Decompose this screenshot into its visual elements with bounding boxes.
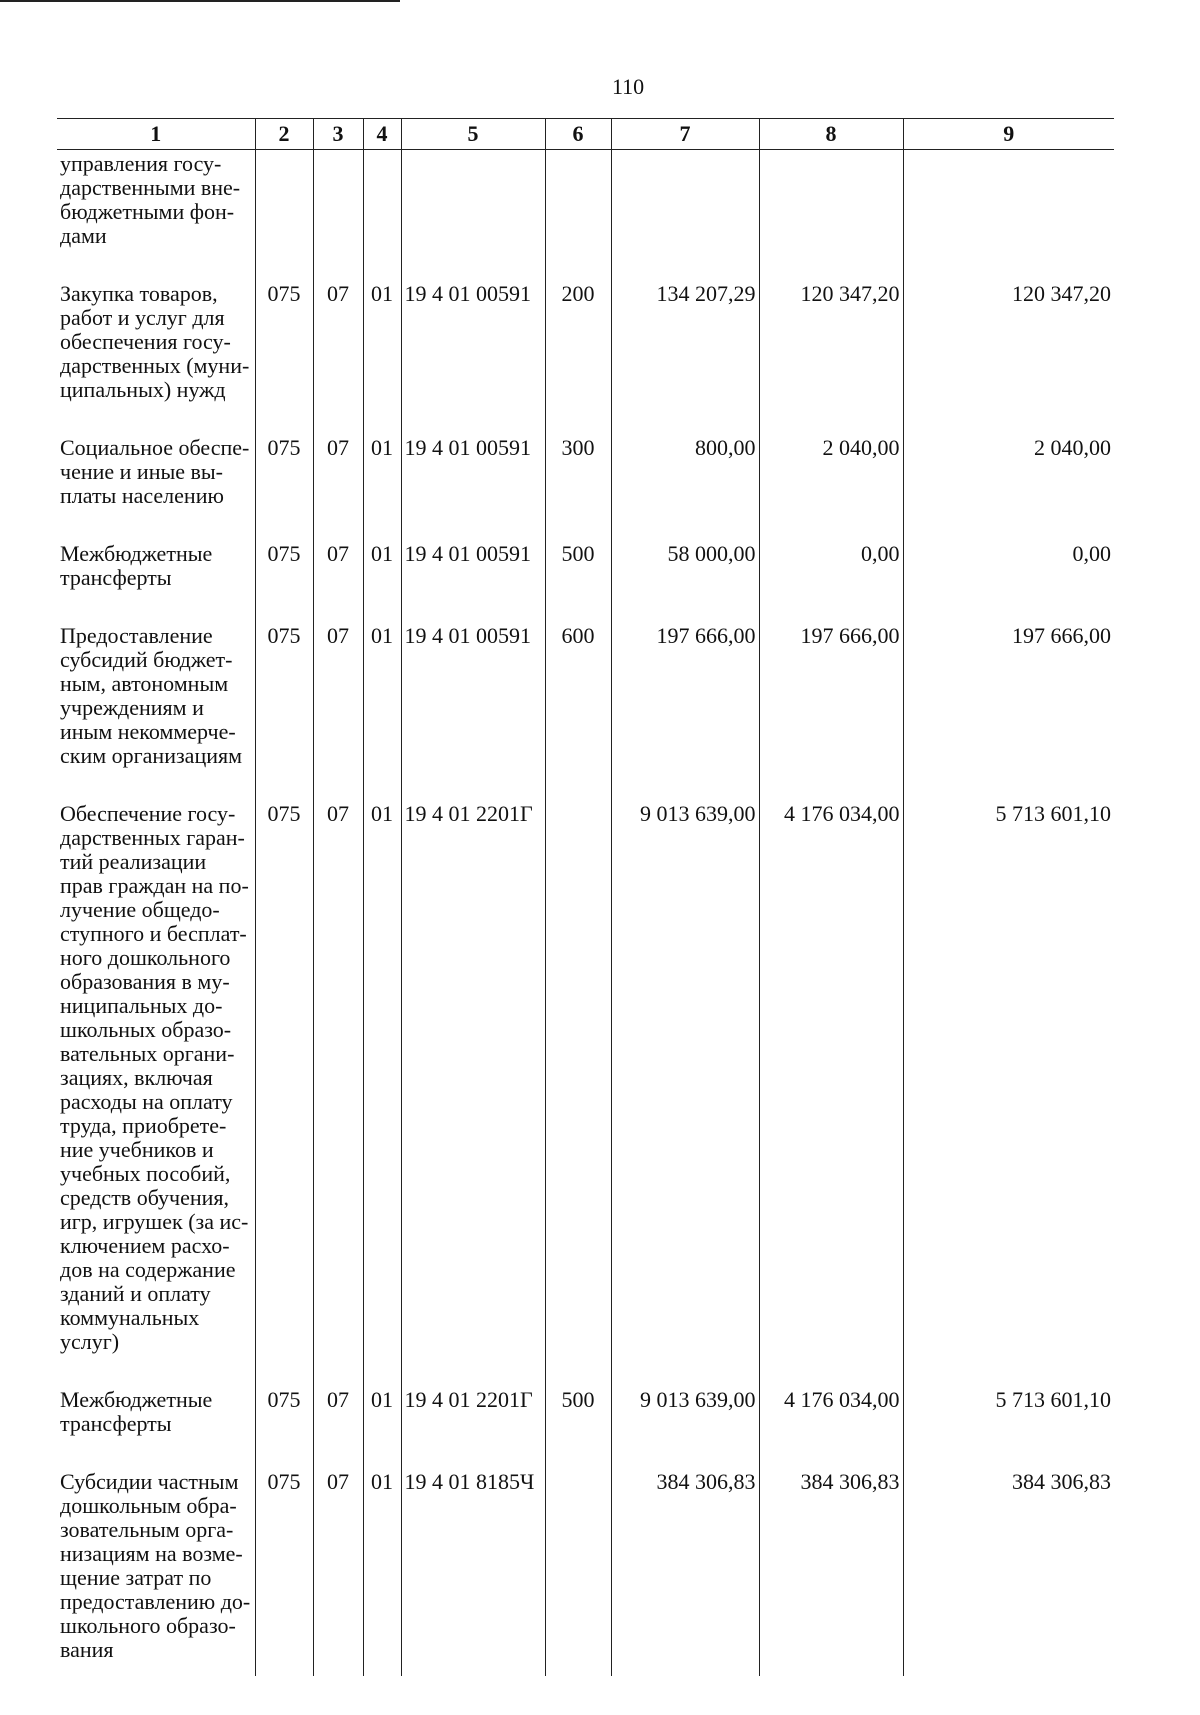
target-article-code: 19 4 01 2201Г (401, 782, 545, 1368)
page-number: 110 (612, 74, 645, 99)
amount-col-7: 9 013 639,00 (611, 782, 759, 1368)
amount-col-9: 5 713 601,10 (995, 1387, 1111, 1412)
table-row (57, 522, 1114, 604)
section-code: 07 (313, 416, 363, 522)
ministry-code: 075 (255, 782, 313, 1368)
ministry-code: 075 (255, 262, 313, 416)
expense-name: Предоставление субсидий бюджет- ным, автономным учреждениям и иным некоммерче- ским организациям (57, 604, 255, 782)
table-row (57, 150, 1114, 263)
amount-col-8: 2 040,00 (759, 416, 903, 522)
section-code: 07 (313, 1450, 363, 1676)
header-col-4: 4 (363, 119, 401, 150)
expense-type-code: 500 (545, 1368, 611, 1450)
section-code: 07 (313, 782, 363, 1368)
expense-name: Обеспечение госу- дарственных гаран- тий реализации прав граждан на по- лучение общедо- ступного и бесплат- ного дошкольного образования в му- ниципальных до- школьных образо- вательных органи- зациях, включая расходы на оплату труда, приобрете- ние учебников и учебных пособий, средств обучения, игр, игрушек (за ис- ключением расхо- дов на содержание зданий и оплату коммунальных услуг) (57, 782, 255, 1368)
amount-col-9: 384 306,83 (1012, 1469, 1111, 1494)
amount-col-8: 4 176 034,00 (759, 1368, 903, 1450)
ministry-code (255, 150, 313, 263)
table-row (57, 604, 1114, 782)
header-col-6: 6 (545, 119, 611, 150)
expense-name: Межбюджетные трансферты (57, 1368, 255, 1450)
subsection-code (363, 150, 401, 263)
amount-col-7: 9 013 639,00 (611, 1368, 759, 1450)
amount-col-9: 0,00 (1072, 541, 1111, 566)
amount-col-8: 384 306,83 (759, 1450, 903, 1676)
expense-type-code: 600 (545, 604, 611, 782)
expense-type-code: 200 (545, 262, 611, 416)
expense-type-code (545, 150, 611, 263)
amount-col-9: 120 347,20 (1012, 281, 1111, 306)
ministry-code: 075 (255, 416, 313, 522)
ministry-code: 075 (255, 1368, 313, 1450)
table-row (57, 416, 1114, 522)
section-code: 07 (313, 262, 363, 416)
expense-type-code (545, 782, 611, 1368)
header-col-1: 1 (57, 119, 255, 150)
amount-col-7: 197 666,00 (611, 604, 759, 782)
amount-col-8: 4 176 034,00 (759, 782, 903, 1368)
expense-name: Субсидии частным дошкольным обра- зовательным орга- низациям на возме- щение затрат по предоставлению до- школьного образо- вания (57, 1450, 255, 1676)
amount-col-7: 134 207,29 (611, 262, 759, 416)
expense-type-code: 500 (545, 522, 611, 604)
expense-name: Межбюджетные трансферты (57, 522, 255, 604)
subsection-code: 01 (363, 782, 401, 1368)
expense-name: управления госу- дарственными вне- бюджетными фон- дами (57, 150, 255, 263)
target-article-code (401, 150, 545, 263)
table-row (57, 1450, 1114, 1676)
amount-col-7 (611, 150, 759, 263)
target-article-code: 19 4 01 00591 (401, 262, 545, 416)
amount-col-8: 120 347,20 (759, 262, 903, 416)
target-article-code: 19 4 01 00591 (401, 604, 545, 782)
section-code: 07 (313, 522, 363, 604)
section-code (313, 150, 363, 263)
section-code: 07 (313, 1368, 363, 1450)
amount-col-7: 58 000,00 (611, 522, 759, 604)
table-row (57, 1368, 1114, 1450)
amount-col-9: 5 713 601,10 (995, 801, 1111, 826)
target-article-code: 19 4 01 00591 (401, 416, 545, 522)
section-code: 07 (313, 604, 363, 782)
table-row (57, 262, 1114, 416)
amount-col-7: 384 306,83 (611, 1450, 759, 1676)
expense-name: Социальное обеспе- чение и иные вы- платы населению (57, 416, 255, 522)
subsection-code: 01 (363, 1368, 401, 1450)
amount-col-9 (903, 150, 1114, 263)
header-col-2: 2 (255, 119, 313, 150)
expense-type-code (545, 1450, 611, 1676)
header-col-3: 3 (313, 119, 363, 150)
ministry-code: 075 (255, 1450, 313, 1676)
amount-col-7: 800,00 (611, 416, 759, 522)
budget-table (57, 118, 1114, 1676)
ministry-code: 075 (255, 522, 313, 604)
expense-type-code: 300 (545, 416, 611, 522)
header-col-7: 7 (611, 119, 759, 150)
header-col-9: 9 (903, 119, 1114, 150)
ministry-code: 075 (255, 604, 313, 782)
header-row (57, 119, 1114, 150)
subsection-code: 01 (363, 522, 401, 604)
target-article-code: 19 4 01 00591 (401, 522, 545, 604)
amount-col-9: 2 040,00 (1034, 435, 1111, 460)
subsection-code: 01 (363, 262, 401, 416)
amount-col-9: 197 666,00 (1012, 623, 1111, 648)
subsection-code: 01 (363, 604, 401, 782)
header-col-8: 8 (759, 119, 903, 150)
expense-name: Закупка товаров, работ и услуг для обеспечения госу- дарственных (муни- ципальных) нужд (57, 262, 255, 416)
target-article-code: 19 4 01 2201Г (401, 1368, 545, 1450)
subsection-code: 01 (363, 1450, 401, 1676)
target-article-code: 19 4 01 8185Ч (401, 1450, 545, 1676)
subsection-code: 01 (363, 416, 401, 522)
header-col-5: 5 (401, 119, 545, 150)
table-row (57, 782, 1114, 1368)
amount-col-8 (759, 150, 903, 263)
amount-col-8: 197 666,00 (759, 604, 903, 782)
amount-col-8: 0,00 (759, 522, 903, 604)
top-rule (0, 0, 400, 2)
